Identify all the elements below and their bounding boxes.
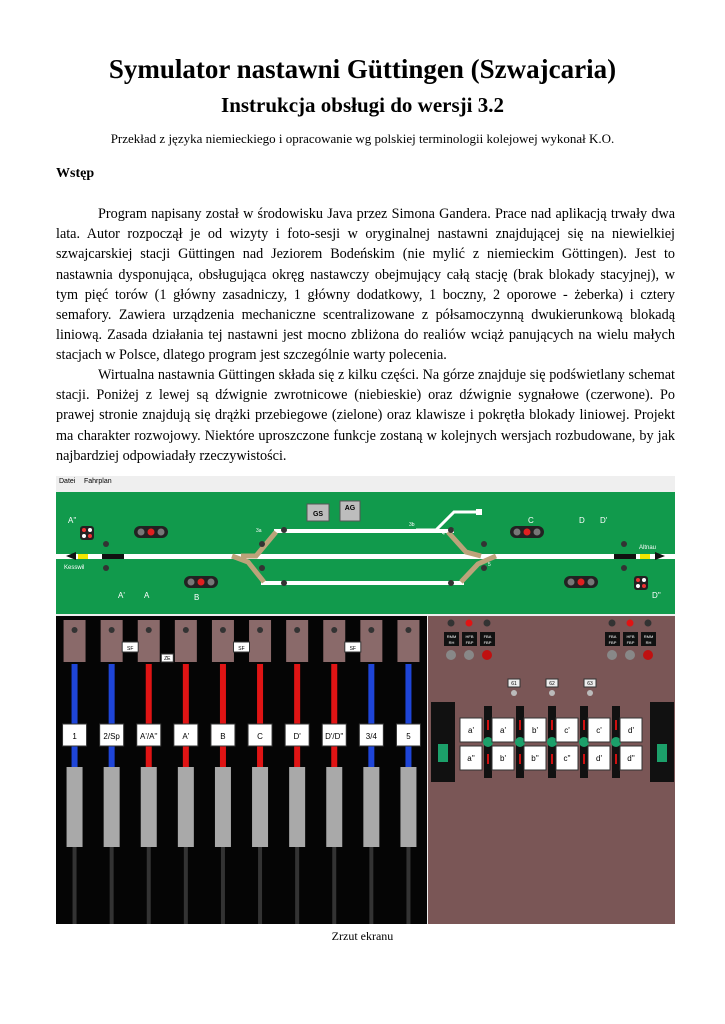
document-title: Symulator nastawni Güttingen (Szwajcaria)	[108, 54, 617, 84]
signal-right-main	[564, 576, 598, 588]
lever-shaft	[295, 847, 299, 924]
signal-label-a-prime: A'	[118, 591, 125, 600]
signal-a-double	[80, 526, 94, 540]
lever-lamp	[294, 627, 300, 633]
lever-handle[interactable]	[289, 767, 305, 847]
lever-handle[interactable]	[67, 767, 83, 847]
block-label: FBA	[608, 634, 617, 639]
lever-shaft	[147, 847, 151, 924]
lever-housing	[212, 620, 234, 662]
lever-label: 5	[406, 732, 411, 741]
signal-label-a: A	[144, 591, 150, 600]
route-side-slot	[650, 702, 674, 782]
lever-lamp	[183, 627, 189, 633]
route-key-top-label: c'	[564, 726, 570, 735]
lever-housing	[249, 620, 271, 662]
block-lamp	[627, 620, 634, 627]
block-label: FBA	[483, 634, 492, 639]
menu-datei[interactable]: Datei	[59, 478, 76, 485]
lever-handle[interactable]	[104, 767, 120, 847]
signal-label-d: D	[579, 516, 585, 525]
lever-label: C	[257, 732, 263, 741]
section-heading: Wstęp	[56, 166, 95, 181]
route-key-bottom-label: b''	[531, 754, 539, 763]
figure-caption: Zrzut ekranu	[331, 929, 394, 943]
route-key-top-label: c'	[596, 726, 602, 735]
lever-housing	[101, 620, 123, 662]
signal-label-d-prime: D'	[600, 516, 608, 525]
route-key-bottom-label: d''	[627, 754, 635, 763]
lever-housing	[397, 620, 419, 662]
block-lamp	[645, 620, 652, 627]
route-key-top-label: b'	[532, 726, 538, 735]
label-3b: 3b	[409, 522, 415, 528]
route-key-bottom-label: c''	[563, 754, 571, 763]
label-4: 4	[442, 531, 445, 537]
signal-label-c: C	[528, 516, 534, 525]
route-side-lever[interactable]	[657, 744, 667, 762]
route-key-top-label: a'	[468, 726, 474, 735]
lever-lamp	[331, 627, 337, 633]
lever-handle[interactable]	[326, 767, 342, 847]
lever-lamp	[146, 627, 152, 633]
route-key-top-label: d'	[628, 726, 634, 735]
block-sublabel: RH	[448, 640, 455, 645]
block-label: RMM	[643, 634, 654, 639]
route-knob[interactable]	[549, 690, 555, 696]
lever-label: A'	[182, 732, 190, 741]
lever-shaft	[258, 847, 262, 924]
signal-d-double	[634, 576, 648, 590]
lever-shaft	[369, 847, 373, 924]
lever-housing	[360, 620, 382, 662]
label-3a: 3a	[256, 528, 262, 534]
lever-handle[interactable]	[141, 767, 157, 847]
ze-plate-label: ZE	[164, 656, 171, 662]
lock-plate-label: SF	[127, 646, 134, 652]
label-5: 5	[488, 562, 491, 568]
station-kesswil: Kesswil	[64, 565, 85, 571]
lever-lamp	[405, 627, 411, 633]
lever-handle[interactable]	[252, 767, 268, 847]
lever-lamp	[220, 627, 226, 633]
gs-button-label: GS	[312, 511, 324, 518]
route-knob[interactable]	[587, 690, 593, 696]
lever-shaft	[110, 847, 114, 924]
block-sublabel: FBP	[483, 640, 492, 645]
simulator-screenshot	[56, 476, 675, 924]
route-side-lever[interactable]	[438, 744, 448, 762]
signal-label-d-double: D''	[652, 591, 661, 600]
block-key[interactable]	[446, 650, 456, 660]
lever-shaft	[332, 847, 336, 924]
lever-handle[interactable]	[215, 767, 231, 847]
block-key[interactable]	[482, 650, 492, 660]
lever-label: 3/4	[365, 732, 377, 741]
route-side-slot	[431, 702, 455, 782]
intro-paragraph: Program napisany został w środowisku Java przez Simona Gandera. Prace nad aplikacją trwały dwa lata. Autor rozpoczął je od wizyty i foto-sesji w oryginalnej nastawni znajdującej się na niewielkiej szwajcarskiej stacji Güttingen nad Jeziorem Bodeńskim (nie mylić z niemieckim Göttingen). Jest to nastawnia dysponująca, obsługująca okręg nastawczy obejmujący całą stację (brak blokady stacyjnej), w tym pięć torów (1 główny zasadniczy, 1 główny dodatkowy, 1 boczny, 2 oporowe - żeberka) i cztery semafory. Zawiera urządzenia mechaniczne scentralizowane z półsamoczynną dwukierunkową blokadą liniową. Zasada działania tej nastawni jest mocno zbliżona do realiów wciąż panujących na wielu małych stacjach w Polsce, dlatego program jest szczególnie warty polecenia.	[56, 206, 675, 364]
block-key[interactable]	[643, 650, 653, 660]
route-key-bottom-label: b'	[500, 754, 506, 763]
lever-shaft	[221, 847, 225, 924]
lever-label: A'/A''	[140, 732, 158, 741]
lock-plate-label: SF	[349, 646, 356, 652]
document-subtitle: Instrukcja obsługi do wersji 3.2	[221, 93, 504, 117]
lever-label: D'/D''	[325, 732, 344, 741]
route-key-top-label: a'	[500, 726, 506, 735]
signal-left-main	[134, 526, 168, 538]
description-paragraph: Wirtualna nastawnia Güttingen składa się z kilku części. Na górze znajduje się podświetlany schemat stacji. Poniżej z lewej są dźwignie zwrotnicowe (niebieskie) oraz dźwignie sygnałowe (czerwone). Po prawej stronie znajdują się drążki przebiegowe (zielone) oraz klawisze i pokrętła blokady liniowej. Projekt ma charakter rozwojowy. Niektóre uproszczone funkcje zostaną w kolejnych wersjach rozbudowane, by jak najbardziej odpowiadały rzeczywistości.	[56, 367, 675, 464]
lever-label: D'	[293, 732, 301, 741]
ag-button-label: AG	[344, 505, 356, 512]
lever-label: 1	[72, 732, 77, 741]
station-altnau: Altnau	[639, 545, 657, 551]
lever-housing	[286, 620, 308, 662]
block-key[interactable]	[464, 650, 474, 660]
block-lamp	[609, 620, 616, 627]
signal-label-a-double: A''	[68, 516, 77, 525]
menu-fahrplan[interactable]: Fahrplan	[84, 478, 112, 485]
signal-b	[184, 576, 218, 588]
track-lower	[261, 581, 464, 585]
route-knob[interactable]	[511, 690, 517, 696]
lever-lamp	[72, 627, 78, 633]
block-lamp	[484, 620, 491, 627]
block-sublabel: FBP	[465, 640, 474, 645]
lever-housing	[175, 620, 197, 662]
block-label: HFB	[626, 634, 635, 639]
signal-c	[510, 526, 544, 538]
block-sublabel: FBP	[608, 640, 617, 645]
block-label: HFB	[465, 634, 474, 639]
lever-shaft	[73, 847, 77, 924]
lever-housing	[64, 620, 86, 662]
block-label: RMM	[446, 634, 457, 639]
route-number: 62	[549, 681, 555, 687]
route-key-bottom-label: a''	[467, 754, 475, 763]
lever-label: 2/Sp	[103, 732, 120, 741]
block-key[interactable]	[625, 650, 635, 660]
lever-handle[interactable]	[400, 767, 416, 847]
block-sublabel: FBP	[626, 640, 635, 645]
signal-box-panel	[56, 492, 675, 924]
route-key-bottom-label: d'	[596, 754, 602, 763]
lever-lamp	[368, 627, 374, 633]
block-lamp	[466, 620, 473, 627]
signal-label-b: B	[194, 593, 200, 602]
lever-label: B	[220, 732, 226, 741]
route-number: 63	[587, 681, 593, 687]
lever-shaft	[184, 847, 188, 924]
lever-housing	[138, 620, 160, 662]
lever-housing	[323, 620, 345, 662]
lever-handle[interactable]	[363, 767, 379, 847]
lock-plate-label: SF	[238, 646, 245, 652]
route-number: 61	[511, 681, 517, 687]
lever-lamp	[257, 627, 263, 633]
block-lamp	[448, 620, 455, 627]
track-main	[56, 554, 675, 559]
lever-lamp	[109, 627, 115, 633]
block-key[interactable]	[607, 650, 617, 660]
lever-handle[interactable]	[178, 767, 194, 847]
lever-shaft	[406, 847, 410, 924]
menu-bar	[56, 476, 675, 493]
translator-credit: Przekład z języka niemieckiego i opracowanie wg polskiej terminologii kolejowej wykonał K.O.	[110, 131, 615, 146]
block-sublabel: RH	[645, 640, 652, 645]
